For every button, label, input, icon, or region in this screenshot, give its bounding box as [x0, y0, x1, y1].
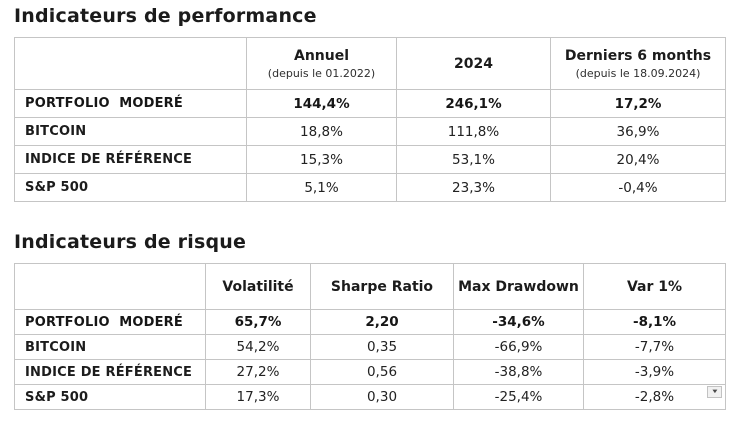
performance-header-row: [15, 38, 726, 90]
value-cell: 36,9%: [551, 118, 726, 146]
value-cell: -0,4%: [551, 174, 726, 202]
value-cell: -7,7%: [584, 335, 726, 360]
value-cell: 27,2%: [206, 360, 311, 385]
value-cell: 144,4%: [247, 90, 397, 118]
column-header-sharpe-ratio: Sharpe Ratio: [311, 264, 454, 310]
value-cell: 5,1%: [247, 174, 397, 202]
table-row: [15, 360, 726, 385]
table-row: [15, 146, 726, 174]
table-row: [15, 174, 726, 202]
row-label: INDICE DE RÉFÉRENCE: [15, 360, 206, 385]
value-cell: 0,30: [311, 385, 454, 410]
column-header-volatilite: Volatilité: [206, 264, 311, 310]
value-cell: 18,8%: [247, 118, 397, 146]
table-row: [15, 310, 726, 335]
value-cell: 2,20: [311, 310, 454, 335]
row-label: S&P 500: [15, 385, 206, 410]
value-cell: 53,1%: [397, 146, 551, 174]
value-cell: 65,7%: [206, 310, 311, 335]
column-header-label: Annuel: [293, 47, 350, 64]
value-cell: 17,3%: [206, 385, 311, 410]
value-cell: -66,9%: [454, 335, 584, 360]
value-cell: -8,1%: [584, 310, 726, 335]
value-cell: -25,4%: [454, 385, 584, 410]
value-cell: -38,8%: [454, 360, 584, 385]
column-header-sublabel: (depuis le 01.2022): [267, 66, 376, 80]
table-row: [15, 90, 726, 118]
row-label: PORTFOLIO MODERÉ: [15, 310, 206, 335]
table-row: [15, 385, 726, 410]
value-cell: 0,35: [311, 335, 454, 360]
value-cell: 246,1%: [397, 90, 551, 118]
performance-table: [14, 37, 726, 202]
value-cell: 54,2%: [206, 335, 311, 360]
row-label: BITCOIN: [15, 118, 247, 146]
risk-header-row: [15, 264, 726, 310]
value-cell: -3,9%: [584, 360, 726, 385]
row-label: BITCOIN: [15, 335, 206, 360]
value-cell: -34,6%: [454, 310, 584, 335]
corner-cell: [15, 264, 206, 310]
performance-section-title: Indicateurs de performance: [14, 5, 317, 27]
corner-cell: [15, 38, 247, 90]
value-cell: 0,56: [311, 360, 454, 385]
value-cell: 15,3%: [247, 146, 397, 174]
column-header-annuel: [247, 38, 397, 90]
value-cell: 23,3%: [397, 174, 551, 202]
row-label: INDICE DE RÉFÉRENCE: [15, 146, 247, 174]
column-header-derniers-6-months: [551, 38, 726, 90]
value-cell: 111,8%: [397, 118, 551, 146]
column-header-label: Derniers 6 months: [564, 47, 712, 64]
value-cell: -2,8%: [584, 385, 726, 410]
table-row: [15, 335, 726, 360]
value-cell: 17,2%: [551, 90, 726, 118]
row-label: PORTFOLIO MODERÉ: [15, 90, 247, 118]
column-header-label: 2024: [454, 55, 493, 72]
row-label: S&P 500: [15, 174, 247, 202]
chevron-down-icon: ▼: [710, 389, 719, 395]
column-header-max-drawdown: Max Drawdown: [454, 264, 584, 310]
column-header-var-1pct: Var 1%: [584, 264, 726, 310]
value-cell: 20,4%: [551, 146, 726, 174]
column-header-sublabel: (depuis le 18.09.2024): [575, 66, 701, 80]
risk-table: [14, 263, 726, 410]
table-row: [15, 118, 726, 146]
risk-section-title: Indicateurs de risque: [14, 231, 247, 253]
column-header-2024: [397, 38, 551, 90]
scroll-down-button[interactable]: [707, 386, 722, 398]
